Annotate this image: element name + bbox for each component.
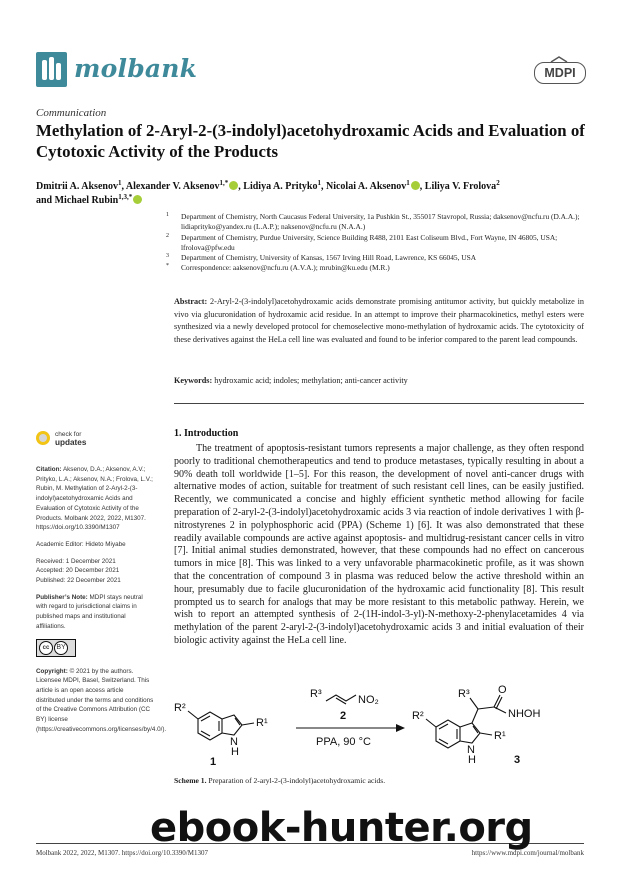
product-n-label: N <box>467 744 475 756</box>
intro-paragraph: The treatment of apoptosis-resistant tumors represents a major challenge, as they often respond poorly to traditional chemotherapeutics and tend to produce metastases, typically resulting in about a 90% death toll worldwide [1–5]. For this reason, the development of novel anti-cancer drugs with alternative modes of action, suitable for treatment of such resistant cell lines, can be easily justified. Recently, we communicated a concise and highly efficient synthetic method allowing for facile preparation of 2-aryl-2-(3-indolyl)acetohydroxamic acids 3 via reaction of indole derivatives 1 with β-nitrostyrenes 2 in polyphosphoric acid (PPA) (Scheme 1) [6]. It was also demonstrated that these readily available compounds are active against apoptosis- and multidrug-resistant cancer cells in vitro [7]. Initial animal studies demonstrated, however, that these compounds had no effect on cancerous tumors in mice [8]. This was linked to a very unfavorable pharmacokinetic profile, as it was shown that the concentration of compound 3 in plasma was reduced below the active threshold within an hour, presumably due to facile glucuronidation of the hydroxamic acid functionality [8]. This result prompted us to search for analogs that may be more resistant to this metabolic pathway. Herein, we wish to report an attempted synthesis of 2-(1H-indol-3-yl)-N-methoxy-2-phenylacetamides 4 via methylation of the parent 2-aryl-2-(3-indolyl)acetohydroxamic acids 3 and initial evaluation of their biologic activity against the HeLa cell line. <box>174 443 584 646</box>
caption-label: Scheme 1. <box>174 776 207 785</box>
affiliation-text: Department of Chemistry, Purdue University, Science Building R488, 2101 East Coliseum Blvd., Fort Wayne, IN 46805, USA; lfrolova@pfw.edu <box>181 232 558 252</box>
check-for-updates[interactable] <box>55 431 86 448</box>
start-h-label: H <box>231 746 239 758</box>
keywords-text: hydroxamic acid; indoles; methylation; anti-cancer activity <box>214 376 408 385</box>
citation-text[interactable]: Aksenov, D.A.; Aksenov, A.V.; Prityko, L.A.; Aksenov, N.A.; Frolova, L.V.; Rubin, M. Methylation of 2-Aryl-2-(3-indolyl)acetohydroxamic Acids and Evaluation of Cytotoxic Activity of the Products. Molbank 2022, 2022, M1307. https://doi.org/10.3390/M1307 <box>36 466 153 532</box>
affiliations <box>166 212 596 274</box>
footer-citation[interactable]: Molbank 2022, 2022, M1307. https://doi.org/10.3390/M1307 <box>36 849 208 857</box>
received-date: Received: 1 December 2021 <box>36 557 116 565</box>
orcid-icon[interactable] <box>229 181 238 190</box>
reaction-conditions: PPA, 90 °C <box>316 736 371 748</box>
sidebar <box>36 465 167 741</box>
citation <box>36 465 154 533</box>
abstract <box>174 296 584 346</box>
watermark: ebook-hunter.org <box>150 805 533 851</box>
product-r3-label: R³ <box>458 688 470 700</box>
author[interactable]: Nicolai A. Aksenov <box>325 181 407 192</box>
author[interactable]: and Michael Rubin <box>36 194 119 206</box>
correspondence <box>166 263 596 273</box>
reagent-r3-label: R³ <box>310 688 322 700</box>
academic-editor: Academic Editor: Hideto Miyabe <box>36 540 126 548</box>
product-h-label: H <box>468 754 476 766</box>
accepted-date: Accepted: 20 December 2021 <box>36 567 120 575</box>
orcid-icon[interactable] <box>133 195 142 204</box>
affiliation-text: Department of Chemistry, North Caucasus Federal University, 1a Pushkin St., 355017 Stavropol, Russia; daksenov@ncfu.ru (D.A.A.); lidiaprityko@yandex.ru (L.A.P.); naksenov@ncfu.ru (N.A.A.) <box>181 212 580 232</box>
divider <box>174 403 584 404</box>
affiliation <box>166 212 596 233</box>
author-sup: 1 <box>406 179 410 187</box>
start-r2-label: R² <box>174 702 186 714</box>
caption-text: Preparation of 2-aryl-2-(3-indolyl)acetohydroxamic acids. <box>208 776 386 785</box>
article-title: Methylation of 2-Aryl-2-(3-indolyl)acetohydroxamic Acids and Evaluation of Cytotoxic Activity of the Products <box>36 121 585 161</box>
affiliation-number: * <box>166 263 169 270</box>
abstract-label: Abstract: <box>174 297 208 306</box>
affiliation-number: 1 <box>166 212 169 218</box>
copyright-text: © 2021 by the authors. Licensee MDPI, Basel, Switzerland. This article is an open access article distributed under the terms and conditions of the Creative Commons Attribution (CC BY) license (https://creativecommons.org/licenses/by/4.0/). <box>36 667 167 733</box>
publisher-note <box>36 593 154 632</box>
citation-label: Citation: <box>36 466 62 473</box>
compound-1-number: 1 <box>210 756 217 768</box>
journal-name: molbank <box>74 54 198 83</box>
reaction-scheme <box>174 683 584 768</box>
affiliation <box>166 233 596 254</box>
author-sup: 2 <box>496 179 500 187</box>
affiliation-number: 3 <box>166 253 169 260</box>
start-n-label: N <box>230 736 238 748</box>
author[interactable]: Lidiya A. Prityko <box>243 181 318 192</box>
journal-logo <box>36 52 67 87</box>
author-sup: 1,3,* <box>118 192 133 201</box>
published-date: Published: 22 December 2021 <box>36 577 121 585</box>
molecule-icon <box>36 52 67 87</box>
affiliation-text: Correspondence: aaksenov@ncfu.ru (A.V.A.); mrubin@ku.edu (M.R.) <box>181 263 390 273</box>
product-o-label: O <box>498 684 507 696</box>
reagent-no2-label: NO₂ <box>358 694 379 706</box>
indole-1-structure <box>188 711 254 740</box>
publisher-note-label: Publisher’s Note: <box>36 593 88 601</box>
affiliation-text: Department of Chemistry, University of Kansas, 1567 Irving Hill Road, Lawrence, KS 66045, USA <box>181 253 477 263</box>
product-nhoh-label: NHOH <box>508 708 541 720</box>
affiliation-number: 2 <box>166 232 169 239</box>
by-icon: BY <box>54 641 68 655</box>
keywords <box>174 376 584 385</box>
start-r1-label: R¹ <box>256 717 268 729</box>
author-sup: 1,* <box>219 179 229 187</box>
abstract-text: 2-Aryl-2-(3-indolyl)acetohydroxamic acids demonstrate promising antitumor activity, but quickly metabolize in vivo via glucuronidation of hydroxamic acid residue. In an attempt to improve their pharmacokinetics, methyl esters were synthesized via a newly developed protocol for chemoselective mono-methylation of hydroxamic acids. The cytotoxicity of these derivatives against the HeLa cell line was evaluated and found to be inferior compared to the parent lead compounds. <box>174 297 585 344</box>
check-for-text: check for <box>55 431 82 438</box>
cc-icon: cc <box>39 641 53 655</box>
cc-by-license-icon[interactable] <box>36 639 76 657</box>
product-r2-label: R² <box>412 710 424 722</box>
author-list: Dmitrii A. Aksenov$^1$, Alexander V. Aksenov$^{1,*}$ , Lidiya A. Prityko$^1$, Nicolai A. Aksenov$^1$ , Liliya V. Frolova$^2$ and Michael Rubin$^{1,3,*}$ <box>36 179 500 206</box>
author-sup: 1 <box>317 179 321 187</box>
author-sup: 1 <box>117 179 122 187</box>
author[interactable]: Dmitrii A. Aksenov <box>36 181 118 192</box>
orcid-icon[interactable] <box>411 181 420 190</box>
product-r1-label: R¹ <box>494 730 506 742</box>
check-for-updates-icon[interactable] <box>36 431 50 445</box>
keywords-label: Keywords: <box>174 376 213 385</box>
section-heading: 1. Introduction <box>174 428 239 439</box>
nitrostyrene-2-structure <box>326 695 356 704</box>
compound-3-number: 3 <box>514 754 521 766</box>
copyright <box>36 667 167 735</box>
author[interactable]: Alexander V. Aksenov <box>125 181 220 192</box>
scheme-caption <box>174 776 385 785</box>
updates-text: updates <box>55 438 87 447</box>
affiliation <box>166 253 596 263</box>
compound-2-number: 2 <box>340 710 347 722</box>
publisher-logo[interactable]: MDPI <box>534 62 586 84</box>
publisher-note-text: MDPI stays neutral with regard to jurisdictional claims in published maps and institutional affiliations. <box>36 593 143 630</box>
copyright-label: Copyright: <box>36 667 68 675</box>
author[interactable]: Liliya V. Frolova <box>424 181 497 192</box>
footer-journal-link[interactable]: https://www.mdpi.com/journal/molbank <box>471 849 584 857</box>
reaction-arrow <box>296 724 405 732</box>
article-type: Communication <box>36 107 107 119</box>
